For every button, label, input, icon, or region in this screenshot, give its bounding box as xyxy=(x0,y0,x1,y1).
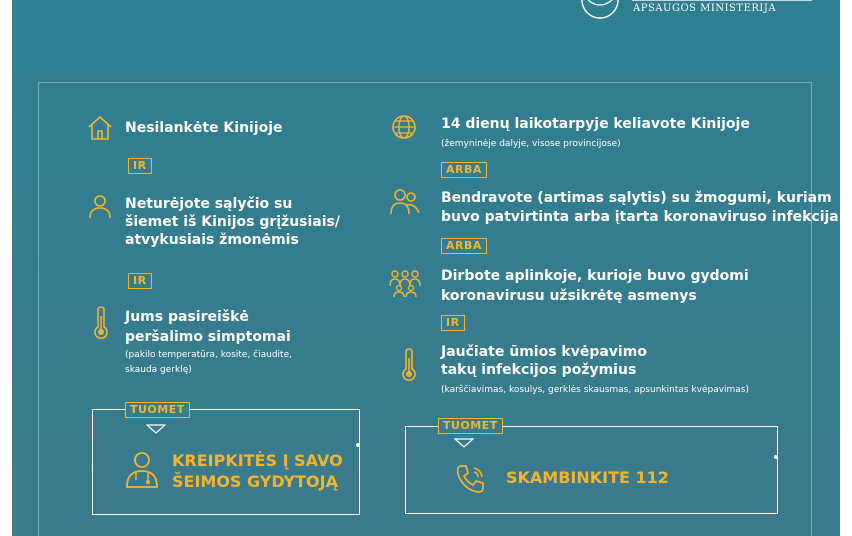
left-then-tag: TUOMET xyxy=(125,402,190,418)
poster xyxy=(12,0,840,536)
thermometer-icon-right xyxy=(400,348,418,382)
right-tag-1: ARBA xyxy=(441,162,487,178)
house-icon xyxy=(86,114,114,142)
ministry-rule xyxy=(632,0,812,1)
left-item-1: Nesilankėte Kinijoje xyxy=(125,120,283,136)
emblem-icon xyxy=(578,0,622,26)
right-action: SKAMBINKITE 112 xyxy=(506,468,669,487)
left-item-2-line-1: Neturėjote sąlyčio su xyxy=(125,196,293,212)
down-arrow-icon-right xyxy=(454,438,474,448)
right-item-3-line-2: koronavirusu užsikrėtę asmenys xyxy=(441,288,697,304)
people-icon xyxy=(389,186,421,216)
right-tag-3: IR xyxy=(441,315,465,331)
doctor-icon xyxy=(122,449,162,489)
right-item-3-line-1: Dirbote aplinkoje, kurioje buvo gydomi xyxy=(441,268,749,284)
group-icon xyxy=(388,268,422,298)
left-item-2-line-2: šiemet iš Kinijos grįžusiais/ xyxy=(125,214,340,230)
down-arrow-icon xyxy=(146,424,166,434)
right-item-4-line-2: takų infekcijos požymius xyxy=(441,362,637,378)
left-item-3-line-2: peršalimo simptomai xyxy=(125,329,291,345)
right-bracket-dot xyxy=(774,455,778,459)
right-item-1-sub: (žemyninėje dalyje, visose provincijose) xyxy=(441,139,621,149)
left-action-line-1: KREIPKITĖS Į SAVO xyxy=(172,451,343,470)
right-item-4-line-1: Jaučiate ūmios kvėpavimo xyxy=(441,344,647,360)
right-item-2-line-2: buvo patvirtinta arba įtarta koronaviruso infekcija xyxy=(441,209,839,225)
globe-icon xyxy=(390,113,418,141)
right-then-tag: TUOMET xyxy=(438,418,503,434)
left-item-3-sub-1: (pakilo temperatūra, kosite, čiaudite, xyxy=(125,350,292,360)
right-tag-2: ARBA xyxy=(441,238,487,254)
right-item-1: 14 dienų laikotarpyje keliavote Kinijoje xyxy=(441,116,750,132)
left-tag-1: IR xyxy=(128,158,152,174)
thermometer-icon xyxy=(92,306,110,340)
left-bracket-dot xyxy=(356,443,360,447)
right-item-2-line-1: Bendravote (artimas sąlytis) su žmogumi, kuriam xyxy=(441,190,832,206)
left-item-2-line-3: atvykusiais žmonėmis xyxy=(125,232,299,248)
left-item-3-line-1: Jums pasireiškė xyxy=(125,309,249,325)
person-icon xyxy=(86,192,114,220)
phone-icon xyxy=(454,462,488,496)
left-action-line-2: ŠEIMOS GYDYTOJĄ xyxy=(172,472,338,491)
ministry-name: APSAUGOS MINISTERIJA xyxy=(633,3,777,14)
left-item-3-sub-2: skauda gerklę) xyxy=(125,365,192,375)
left-tag-2: IR xyxy=(128,273,152,289)
right-item-4-sub: (karščiavimas, kosulys, gerklės skausmas, apsunkintas kvėpavimas) xyxy=(441,385,750,395)
